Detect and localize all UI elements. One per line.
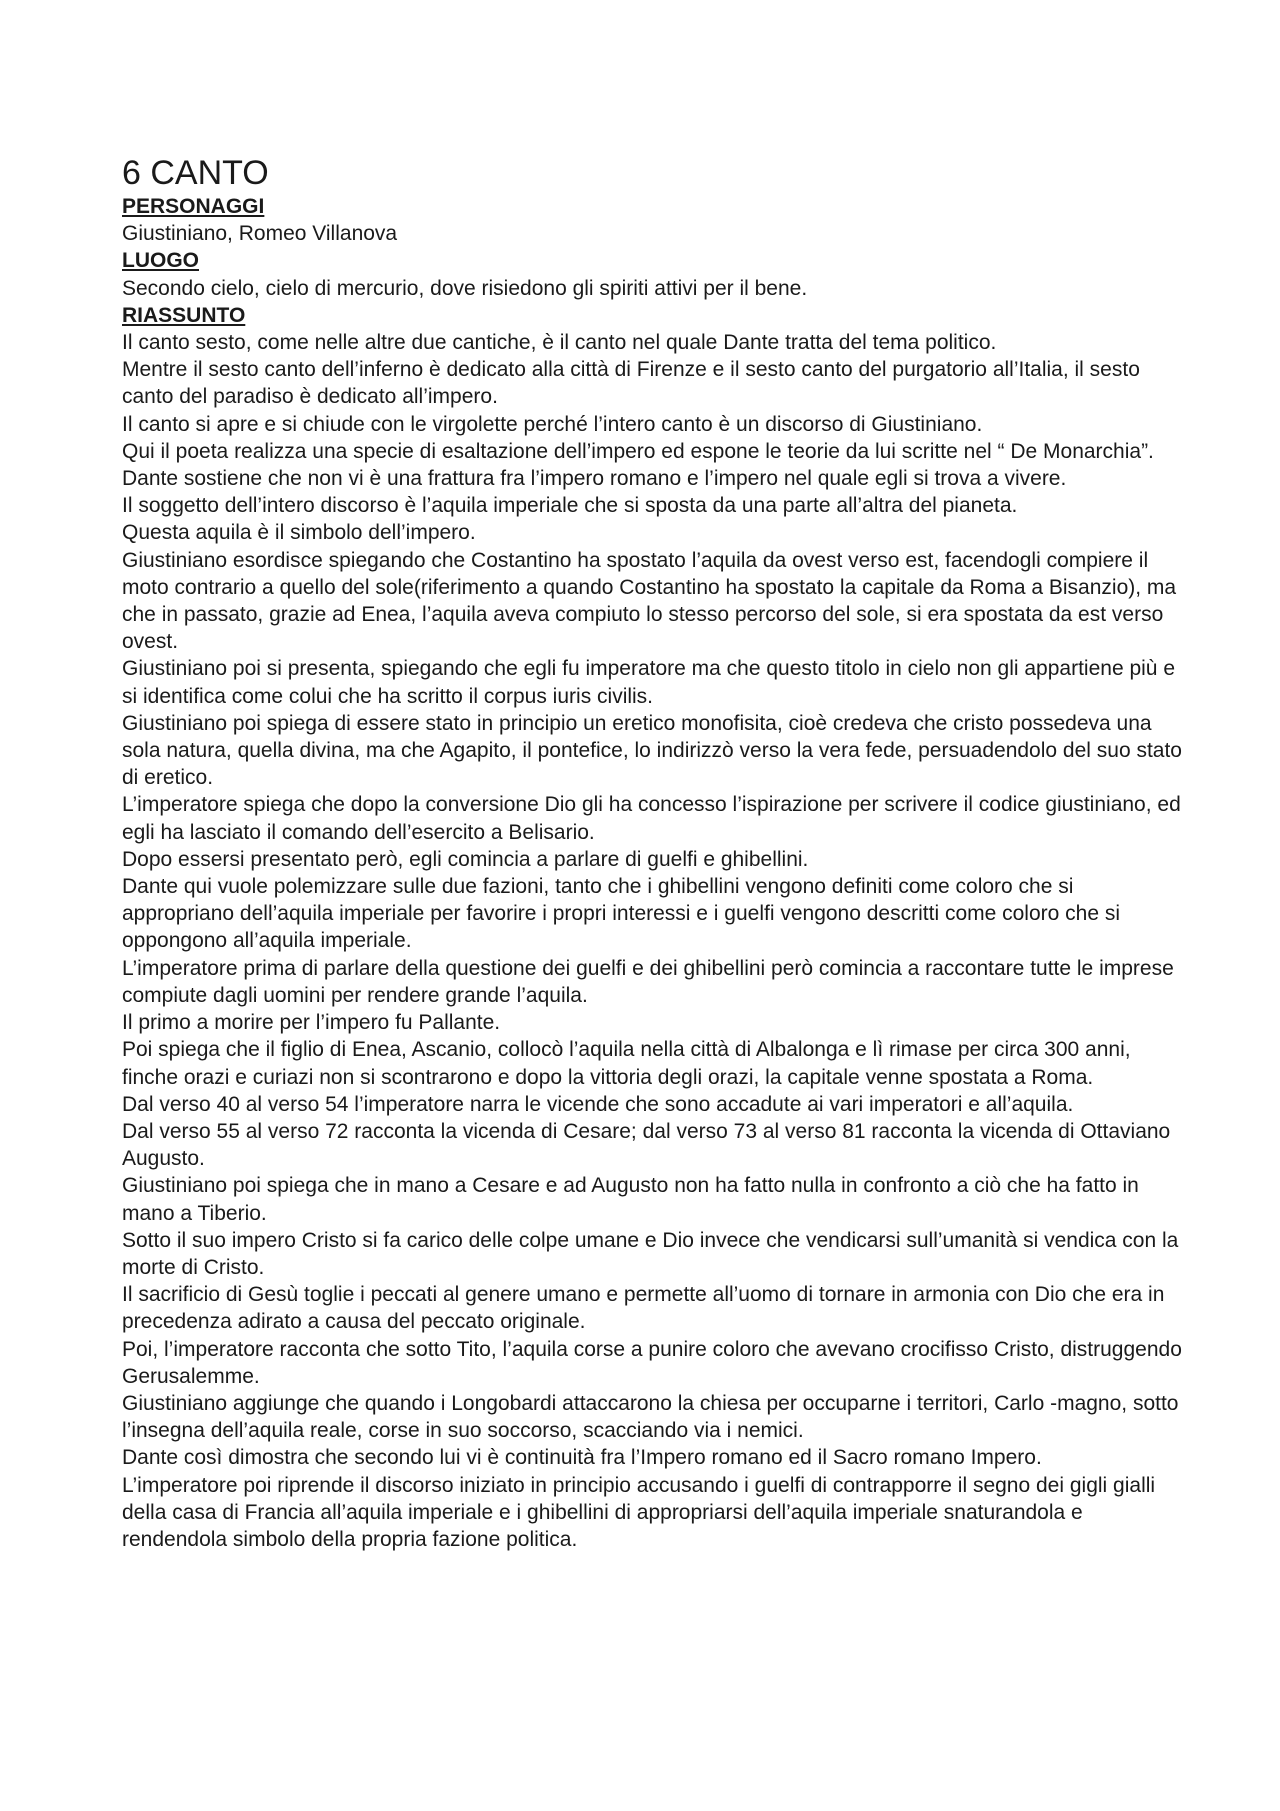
riassunto-paragraph: Giustiniano poi spiega che in mano a Cesare e ad Augusto non ha fatto nulla in confronto a ciò che ha fatto in mano a Tiberio. — [122, 1174, 1139, 1225]
riassunto-paragraph: Il sacrificio di Gesù toglie i peccati al genere umano e permette all’uomo di tornare in armonia con Dio che era in precedenza adirato a causa del peccato originale. — [122, 1283, 1165, 1334]
luogo-text: Secondo cielo, cielo di mercurio, dove risiedono gli spiriti attivi per il bene. — [122, 276, 808, 300]
riassunto-paragraph: Il soggetto dell’intero discorso è l’aquila imperiale che si sposta da una parte all’altra del pianeta. — [122, 494, 1018, 518]
riassunto-paragraph: L’imperatore spiega che dopo la conversione Dio gli ha concesso l’ispirazione per scrivere il codice giustiniano, ed egli ha lasciato il comando dell’esercito a Belisario. — [122, 793, 1181, 844]
page-title: 6 CANTO — [122, 154, 269, 192]
riassunto-paragraph: Sotto il suo impero Cristo si fa carico delle colpe umane e Dio invece che vendicarsi sull’umanità si vendica con la morte di Cristo. — [122, 1228, 1179, 1279]
riassunto-paragraph: Qui il poeta realizza una specie di esaltazione dell’impero ed espone le teorie da lui scritte nel “ De Monarchia”. — [122, 439, 1154, 463]
riassunto-paragraph: Dal verso 40 al verso 54 l’imperatore narra le vicende che sono accadute ai vari imperatori e all’aquila. — [122, 1092, 1074, 1116]
riassunto-body — [122, 329, 1182, 1553]
riassunto-paragraph: Dante sostiene che non vi è una frattura fra l’impero romano e l’impero nel quale egli si trova a vivere. — [122, 467, 1067, 491]
riassunto-paragraph: Poi spiega che il figlio di Enea, Ascanio, collocò l’aquila nella città di Albalonga e lì rimase per circa 300 anni, finche orazi e curiazi non si scontrarono e dopo la vittoria degli orazi, la capitale venne spostata a Roma. — [122, 1038, 1131, 1089]
riassunto-paragraph: L’imperatore poi riprende il discorso iniziato in principio accusando i guelfi di contrapporre il segno dei gigli gialli della casa di Francia all’aquila imperiale e i ghibellini di appropriarsi dell’aquila imperiale snaturandola e rendendola simbolo della propria fazione politica. — [122, 1473, 1156, 1551]
riassunto-paragraph: Dopo essersi presentato però, egli comincia a parlare di guelfi e ghibellini. — [122, 847, 809, 871]
riassunto-paragraph: Mentre il sesto canto dell’inferno è dedicato alla città di Firenze e il sesto canto del purgatorio all’Italia, il sesto canto del paradiso è dedicato all’impero. — [122, 358, 1140, 409]
section-heading-personaggi: PERSONAGGI — [122, 195, 265, 218]
riassunto-paragraph: Giustiniano poi si presenta, spiegando che egli fu imperatore ma che questo titolo in cielo non gli appartiene più e si identifica come colui che ha scritto il corpus iuris civilis. — [122, 657, 1175, 708]
section-heading-luogo: LUOGO — [122, 249, 199, 273]
riassunto-paragraph: Il canto si apre e si chiude con le virgolette perché l’intero canto è un discorso di Giustiniano. — [122, 412, 983, 436]
riassunto-paragraph: Giustiniano esordisce spiegando che Costantino ha spostato l’aquila da ovest verso est, facendogli compiere il moto contrario a quello del sole(riferimento a quando Costantino ha spostato la capitale da Roma a Bisanzio), ma che in passato, grazie ad Enea, l’aquila aveva compiuto lo stesso percorso del sole, si era spostata da est verso ovest. — [122, 548, 1177, 654]
riassunto-paragraph: Il canto sesto, come nelle altre due cantiche, è il canto nel quale Dante tratta del tema politico. — [122, 331, 997, 355]
riassunto-paragraph: Questa aquila è il simbolo dell’impero. — [122, 521, 476, 545]
section-heading-riassunto: RIASSUNTO — [122, 303, 246, 327]
personaggi-text: Giustiniano, Romeo Villanova — [122, 222, 398, 246]
riassunto-paragraph: Il primo a morire per l’impero fu Pallante. — [122, 1011, 501, 1035]
riassunto-paragraph: Poi, l’imperatore racconta che sotto Tito, l’aquila corse a punire coloro che avevano crocifisso Cristo, distruggendo Gerusalemme. — [122, 1337, 1182, 1388]
document-content — [122, 153, 1182, 1553]
riassunto-paragraph: L’imperatore prima di parlare della questione dei guelfi e dei ghibellini però comincia a raccontare tutte le imprese compiute dagli uomini per rendere grande l’aquila. — [122, 956, 1174, 1007]
riassunto-paragraph: Giustiniano poi spiega di essere stato in principio un eretico monofisita, cioè credeva che cristo possedeva una sola natura, quella divina, ma che Agapito, il pontefice, lo indirizzò verso la vera fede, persuadendolo del suo stato di eretico. — [122, 711, 1182, 790]
riassunto-paragraph: Giustiniano aggiunge che quando i Longobardi attaccarono la chiesa per occuparne i territori, Carlo -magno, sotto l’insegna dell’aquila reale, corse in suo soccorso, scacciando via i nemici. — [122, 1391, 1179, 1443]
riassunto-paragraph: Dante qui vuole polemizzare sulle due fazioni, tanto che i ghibellini vengono definiti come coloro che si appropriano dell’aquila imperiale per favorire i propri interessi e i guelfi vengono descritti come coloro che si oppongono all’aquila imperiale. — [122, 875, 1121, 953]
riassunto-paragraph: Dal verso 55 al verso 72 racconta la vicenda di Cesare; dal verso 73 al verso 81 racconta la vicenda di Ottaviano Augusto. — [122, 1119, 1171, 1171]
riassunto-paragraph: Dante così dimostra che secondo lui vi è continuità fra l’Impero romano ed il Sacro romano Impero. — [122, 1446, 1042, 1470]
